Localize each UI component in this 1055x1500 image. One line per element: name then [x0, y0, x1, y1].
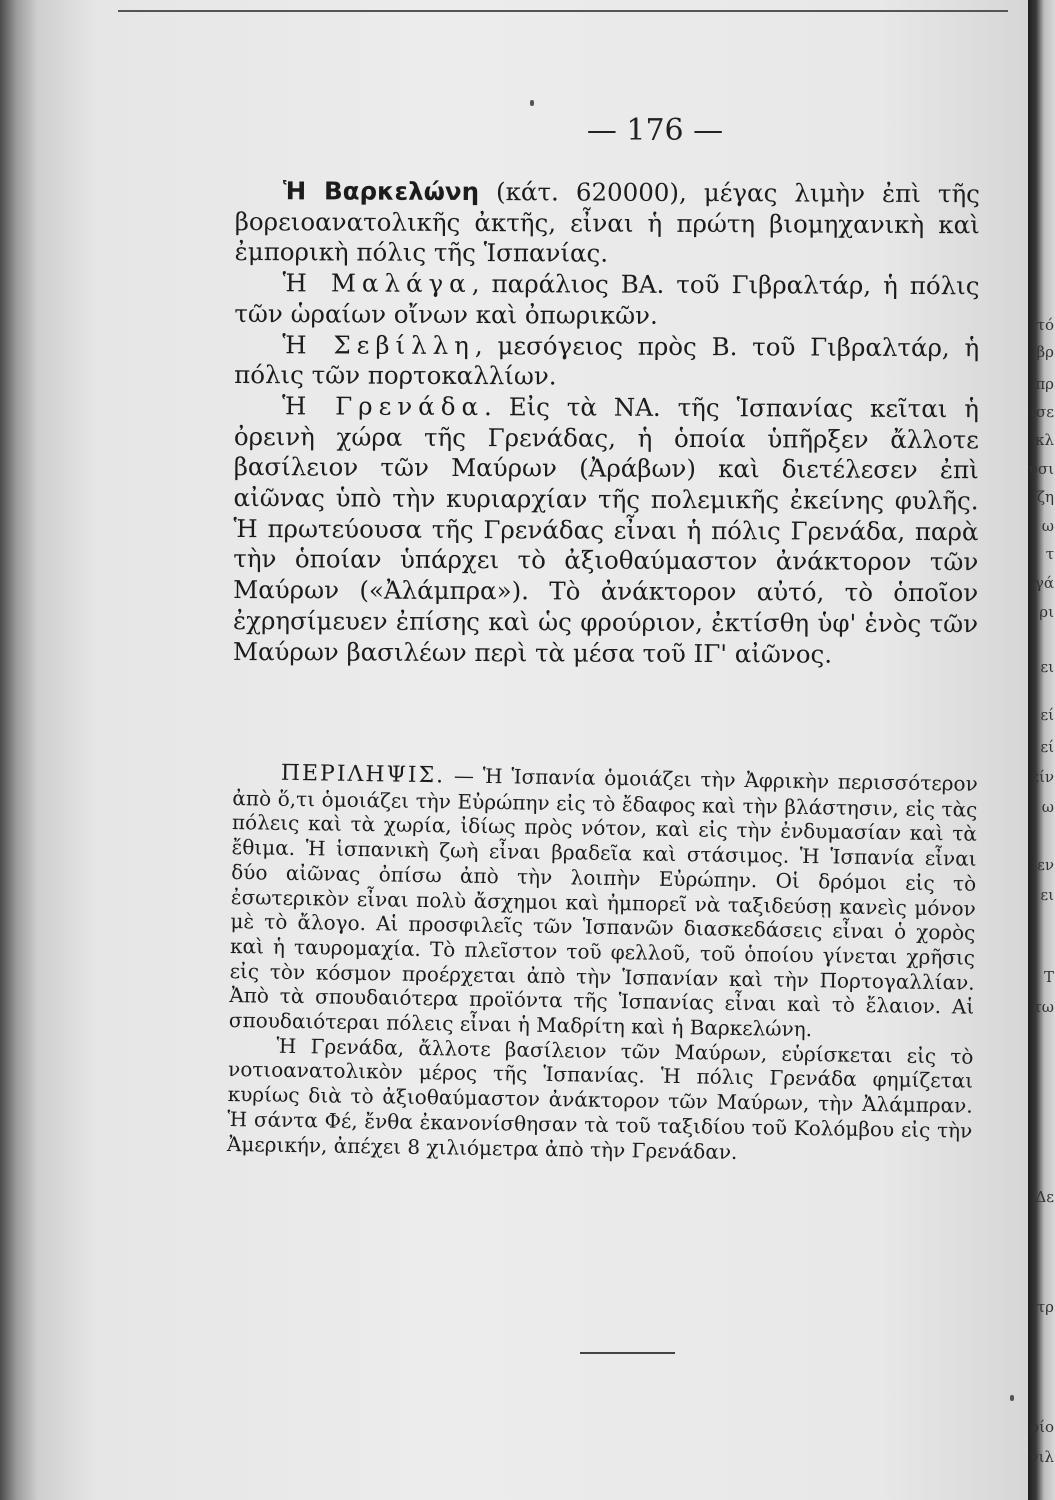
facing-page-fragment: εν — [1037, 856, 1054, 874]
facing-page-fragment: Τ — [1043, 968, 1054, 986]
facing-page-fragment: εί — [1040, 706, 1054, 724]
entry-heading: Ἡ Βαρκελώνη — [282, 176, 480, 207]
facing-page-fragment: γιλ — [1029, 1448, 1054, 1466]
facing-page-fragment: ω — [1041, 517, 1054, 535]
summary-paragraph-1 — [229, 760, 978, 1044]
summary-paragraph-2 — [227, 1033, 974, 1168]
facing-page-fragment: γά — [1034, 574, 1054, 592]
end-ornament-rule — [580, 1352, 675, 1354]
facing-page-fragment: ει — [1040, 658, 1054, 676]
paragraph-barcelona — [235, 176, 980, 271]
facing-page-fragment: κλ — [1035, 431, 1054, 449]
facing-page-fragment: ρι — [1039, 603, 1054, 621]
entry-heading: Ἡ Γρενάδα — [281, 391, 485, 422]
paragraph-text: . Εἰς τὰ ΝΑ. τῆς Ἱσπανίας κεῖται ἡ ὀρεινὴ χώρα τῆς Γρενάδας, ἡ ὁποία ὑπῆρξεν ἄλλοτε βασίλειον τῶν Μαύρων (Ἀράβων) καὶ διετέλεσεν ἐπὶ αἰῶνας ὑπὸ τὴν κυριαρχίαν τῆς πολεμικῆς ἐκείνης φυλῆς. Ἡ πρωτεύουσα τῆς Γρενάδας εἶναι ἡ πόλις Γρενάδα, παρὰ τὴν ὁποίαν ὑπάρχει τὸ ἀξιοθαύμαστον ἀνάκτορον τῶν Μαύρων («Ἀλάμπρα»). Τὸ ἀνάκτορον αὐτό, τὸ ὁποῖον ἐχρησίμευεν ἐπίσης καὶ ὡς φρούριον, ἐκτίσθη ὑφ' ἑνὸς τῶν Μαύρων βασιλέων περὶ τὰ μέσα τοῦ ΙΓ' αἰῶνος. — [232, 392, 980, 669]
facing-page-fragment: ζη — [1036, 488, 1054, 506]
facing-page-gutter — [1028, 0, 1055, 1500]
paragraph-seville — [234, 330, 979, 395]
summary-section — [227, 760, 978, 1168]
main-text — [233, 176, 980, 670]
facing-page-fragment: εί — [1040, 738, 1054, 756]
facing-page-fragment: τρ — [1036, 1298, 1054, 1316]
facing-page-fragment: Δε — [1035, 1188, 1054, 1206]
paragraph-text: Ἡ Γρενάδα, ἄλλοτε βασίλειον τῶν Μαύρων, εὑρίσκεται εἰς τὸ νοτιοανατολικὸν μέρος τῆς Ἱσπανίας. Ἡ πόλις Γρενάδα φημίζεται κυρίως διὰ τὸ ἀξιοθαύμαστον ἀνάκτορον τῶν Μαύρων, τὴν Ἀλάμπραν. Ἡ σάντα Φέ, ἔνθα ἐκανονίσθησαν τὰ τοῦ ταξιδίου τοῦ Κολόμβου εἰς τὴν Ἀμερικήν, ἀπέχει 8 χιλιόμετρα ἀπὸ τὴν Γρενάδαν. — [226, 1033, 974, 1164]
facing-page-fragment: ισε — [1030, 403, 1054, 421]
print-speck — [1010, 1395, 1014, 1401]
facing-page-fragment: πρ — [1035, 375, 1054, 393]
facing-page-fragment: τό — [1036, 316, 1054, 334]
book-page-edges — [0, 0, 38, 1500]
facing-page-fragment: τω — [1033, 998, 1054, 1016]
facing-page-fragment: τ — [1045, 545, 1054, 563]
facing-page-fragment: ει — [1040, 886, 1054, 904]
page-number: — 176 — — [586, 113, 724, 148]
facing-page-fragment: ρίο — [1030, 1418, 1054, 1436]
paragraph-text: — Ἡ Ἱσπανία ὁμοιάζει τὴν Ἀφρικὴν περισσότερον ἀπὸ ὅ,τι ὁμοιάζει τὴν Εὐρώπην εἰς τὸ ἔδαφος καὶ τὴν βλάστησιν, εἰς τὰς πόλεις καὶ τὰ χωρία, ἰδίως πρὸς νότον, καὶ εἰς τὴν ἐνδυμασίαν καὶ τὰ ἔθιμα. Ἡ ἱσπανικὴ ζωὴ εἶναι βραδεῖα καὶ στάσιμος. Ἡ Ἱσπανία εἶναι δύο αἰῶνας ὀπίσω ἀπὸ τὴν λοιπὴν Εὐρώπην. Οἱ δρόμοι εἰς τὸ ἐσωτερικὸν εἶναι πολὺ ἄσχημοι καὶ ἠμπορεῖ νὰ ταξιδεύσῃ κανεὶς μόνον μὲ τὸ ἄλογο. Αἱ προσφιλεῖς τῶν Ἱσπανῶν διασκεδάσεις εἶναι ὁ χορὸς καὶ ἡ ταυρομαχία. Τὸ πλεῖστον τοῦ φελλοῦ, τοῦ ὁποίου γίνεται χρῆσις εἰς τὸν κόσμον προέρχεται ἀπὸ τὴν Ἱσπανίαν καὶ τὴν Πορτογαλλίαν. Ἀπὸ τὰ σπουδαιότερα προϊόντα τῆς Ἱσπανίας εἶναι καὶ τὸ ἔλαιον. Αἱ σπουδαιότεραι πόλεις εἶναι ἡ Μαδρίτη καὶ ἡ Βαρκελώνη. — [228, 763, 978, 1042]
paragraph-text: , παράλιος ΒΑ. τοῦ Γιβραλτάρ, ἡ πόλις τῶν ὡραίων οἴνων καὶ ὀπωρικῶν. — [234, 269, 980, 330]
facing-page-fragment: βρ — [1036, 343, 1054, 361]
facing-page-fragment: ύσι — [1028, 460, 1054, 478]
paragraph-text: , μεσόγειος πρὸς Β. τοῦ Γιβραλτάρ, ἡ πόλις τῶν πορτοκαλλίων. — [234, 330, 980, 391]
paragraph-granada — [233, 391, 979, 671]
paragraph-text: (κάτ. 620000), μέγας λιμὴν ἐπὶ τῆς βορειοανατολικῆς ἀκτῆς, εἶναι ἡ πρώτη βιομηχανικὴ καὶ ἐμπορικὴ πόλις τῆς Ἱσπανίας. — [234, 177, 980, 269]
summary-heading: ΠΕΡΙΛΗΨΙΣ. — [280, 760, 446, 789]
facing-page-fragment: είν — [1031, 768, 1054, 786]
print-speck — [530, 100, 534, 106]
facing-page-fragment: ω — [1041, 798, 1054, 816]
paragraph-malaga — [234, 268, 979, 333]
entry-heading: Ἡ Σεβίλλη — [282, 329, 475, 360]
top-border-line — [118, 10, 1008, 12]
entry-heading: Ἡ Μαλάγα — [282, 268, 472, 299]
